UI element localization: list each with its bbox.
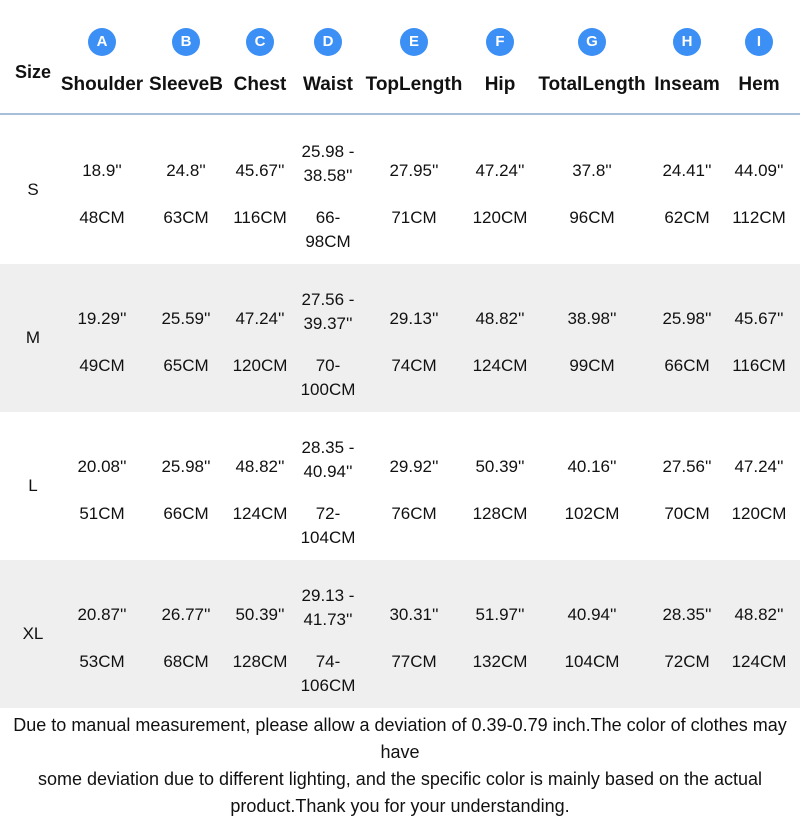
waist-inch-max: 41.73'' bbox=[303, 610, 353, 629]
shoulder-inch: 20.08'' bbox=[77, 457, 127, 476]
disclaimer-line: Due to manual measurement, please allow a deviation of 0.39-0.79 inch.The color of clothes may have bbox=[13, 715, 787, 762]
column-name: Hem bbox=[738, 74, 780, 95]
sleeve-inch: 26.77'' bbox=[161, 605, 211, 624]
total-length-inch: 40.16'' bbox=[567, 457, 617, 476]
top-length-cm: 77CM bbox=[391, 652, 437, 671]
column-name: Shoulder bbox=[60, 74, 144, 95]
size-column-header: Size bbox=[14, 62, 52, 82]
chest-inch: 48.82'' bbox=[235, 457, 285, 476]
hip-inch: 50.39'' bbox=[475, 457, 525, 476]
waist-inch-min: 27.56 - bbox=[301, 290, 355, 309]
inseam-cm: 72CM bbox=[664, 652, 710, 671]
waist-inch-max: 40.94'' bbox=[303, 462, 353, 481]
column-letter-badge: C bbox=[246, 28, 274, 56]
hem-inch: 44.09'' bbox=[734, 161, 784, 180]
total-length-cm: 99CM bbox=[569, 356, 615, 375]
waist-cm-range bbox=[296, 354, 360, 402]
column-letter-badge: H bbox=[673, 28, 701, 56]
waist-inch-min: 29.13 - bbox=[301, 586, 355, 605]
total-length-cm: 96CM bbox=[569, 208, 615, 227]
size-cell: L bbox=[28, 476, 38, 495]
hip-cm: 120CM bbox=[472, 208, 528, 227]
size-cell: XL bbox=[22, 624, 44, 643]
size-cell: S bbox=[27, 180, 39, 199]
disclaimer-line: product.Thank you for your understanding. bbox=[230, 796, 570, 816]
column-name: Chest bbox=[233, 74, 287, 95]
inseam-cm: 62CM bbox=[664, 208, 710, 227]
chest-cm: 116CM bbox=[233, 208, 287, 227]
top-length-inch: 30.31'' bbox=[389, 605, 439, 624]
column-header-hem bbox=[724, 0, 794, 116]
shoulder-cm: 51CM bbox=[79, 504, 125, 523]
total-length-inch: 38.98'' bbox=[567, 309, 617, 328]
column-name: SleeveB bbox=[149, 74, 223, 95]
top-length-inch: 27.95'' bbox=[389, 161, 439, 180]
total-length-cm: 102CM bbox=[564, 504, 620, 523]
waist-inch-range bbox=[296, 584, 360, 632]
chest-cm: 124CM bbox=[232, 504, 288, 523]
shoulder-cm: 53CM bbox=[79, 652, 125, 671]
hem-cm: 116CM bbox=[732, 356, 786, 375]
column-letter-badge: F bbox=[486, 28, 514, 56]
column-header-waist bbox=[296, 0, 360, 116]
waist-inch-range bbox=[296, 436, 360, 484]
sleeve-inch: 25.59'' bbox=[161, 309, 211, 328]
column-letter-badge: D bbox=[314, 28, 342, 56]
sleeve-cm: 65CM bbox=[163, 356, 209, 375]
column-header-sleeve bbox=[148, 0, 224, 116]
column-letter-badge: E bbox=[400, 28, 428, 56]
table-row-s bbox=[0, 116, 800, 264]
hip-inch: 48.82'' bbox=[475, 309, 525, 328]
column-name: Hip bbox=[484, 74, 516, 95]
column-letter-badge: I bbox=[745, 28, 773, 56]
chest-inch: 45.67'' bbox=[235, 161, 285, 180]
sleeve-inch: 25.98'' bbox=[161, 457, 211, 476]
column-letter-badge: B bbox=[172, 28, 200, 56]
column-header-hip bbox=[468, 0, 532, 116]
hem-cm: 120CM bbox=[731, 504, 787, 523]
table-header bbox=[0, 0, 800, 116]
top-length-inch: 29.13'' bbox=[389, 309, 439, 328]
waist-cm-min: 74- bbox=[315, 652, 341, 671]
waist-cm-range bbox=[296, 502, 360, 550]
waist-cm-max: 104CM bbox=[300, 528, 356, 547]
waist-cm-max: 98CM bbox=[305, 232, 351, 251]
top-length-cm: 76CM bbox=[391, 504, 437, 523]
hip-cm: 124CM bbox=[472, 356, 528, 375]
column-letter-badge: A bbox=[88, 28, 116, 56]
table-row-xl bbox=[0, 560, 800, 708]
column-name: Inseam bbox=[654, 74, 720, 95]
waist-cm-min: 70- bbox=[315, 356, 341, 375]
disclaimer-line: some deviation due to different lighting, and the specific color is mainly based on the actual bbox=[37, 769, 763, 789]
hip-inch: 51.97'' bbox=[475, 605, 525, 624]
shoulder-inch: 18.9'' bbox=[82, 161, 122, 180]
inseam-inch: 25.98'' bbox=[662, 309, 712, 328]
waist-inch-max: 39.37'' bbox=[303, 314, 353, 333]
measurement-disclaimer bbox=[0, 712, 800, 820]
size-cell: M bbox=[25, 328, 41, 347]
column-header-chest bbox=[226, 0, 294, 116]
top-length-cm: 74CM bbox=[391, 356, 437, 375]
chest-inch: 50.39'' bbox=[235, 605, 285, 624]
sleeve-cm: 68CM bbox=[163, 652, 209, 671]
waist-inch-max: 38.58'' bbox=[303, 166, 353, 185]
column-header-shoulder bbox=[58, 0, 146, 116]
column-name: TotalLength bbox=[538, 74, 646, 95]
column-name: TopLength bbox=[365, 74, 463, 95]
shoulder-cm: 49CM bbox=[79, 356, 125, 375]
column-header-total-length bbox=[534, 0, 650, 116]
top-length-cm: 71CM bbox=[391, 208, 437, 227]
hem-cm: 112CM bbox=[732, 208, 786, 227]
shoulder-inch: 19.29'' bbox=[77, 309, 127, 328]
hem-cm: 124CM bbox=[731, 652, 787, 671]
waist-inch-min: 25.98 - bbox=[301, 142, 355, 161]
waist-cm-min: 66- bbox=[315, 208, 341, 227]
shoulder-inch: 20.87'' bbox=[77, 605, 127, 624]
chest-inch: 47.24'' bbox=[235, 309, 285, 328]
hip-cm: 132CM bbox=[472, 652, 528, 671]
inseam-inch: 24.41'' bbox=[662, 161, 712, 180]
column-header-inseam bbox=[652, 0, 722, 116]
inseam-cm: 70CM bbox=[664, 504, 710, 523]
column-letter-badge: G bbox=[578, 28, 606, 56]
header-divider bbox=[0, 113, 800, 115]
shoulder-cm: 48CM bbox=[79, 208, 125, 227]
waist-inch-min: 28.35 - bbox=[301, 438, 355, 457]
total-length-cm: 104CM bbox=[564, 652, 620, 671]
sleeve-cm: 66CM bbox=[163, 504, 209, 523]
sleeve-inch: 24.8'' bbox=[166, 161, 206, 180]
waist-cm-max: 100CM bbox=[300, 380, 356, 399]
table-row-l bbox=[0, 412, 800, 560]
waist-cm-max: 106CM bbox=[300, 676, 356, 695]
column-name: Waist bbox=[303, 74, 353, 95]
waist-cm-range bbox=[296, 650, 360, 698]
table-row-m bbox=[0, 264, 800, 412]
waist-cm-min: 72- bbox=[315, 504, 341, 523]
sleeve-cm: 63CM bbox=[163, 208, 209, 227]
hip-cm: 128CM bbox=[472, 504, 528, 523]
waist-cm-range bbox=[296, 206, 360, 254]
hip-inch: 47.24'' bbox=[475, 161, 525, 180]
column-header-top-length bbox=[362, 0, 466, 116]
chest-cm: 128CM bbox=[232, 652, 288, 671]
total-length-inch: 37.8'' bbox=[572, 161, 612, 180]
waist-inch-range bbox=[296, 140, 360, 188]
hem-inch: 47.24'' bbox=[734, 457, 784, 476]
hem-inch: 48.82'' bbox=[734, 605, 784, 624]
hem-inch: 45.67'' bbox=[734, 309, 784, 328]
chest-cm: 120CM bbox=[232, 356, 288, 375]
inseam-inch: 27.56'' bbox=[662, 457, 712, 476]
inseam-cm: 66CM bbox=[664, 356, 710, 375]
waist-inch-range bbox=[296, 288, 360, 336]
inseam-inch: 28.35'' bbox=[662, 605, 712, 624]
total-length-inch: 40.94'' bbox=[567, 605, 617, 624]
top-length-inch: 29.92'' bbox=[389, 457, 439, 476]
